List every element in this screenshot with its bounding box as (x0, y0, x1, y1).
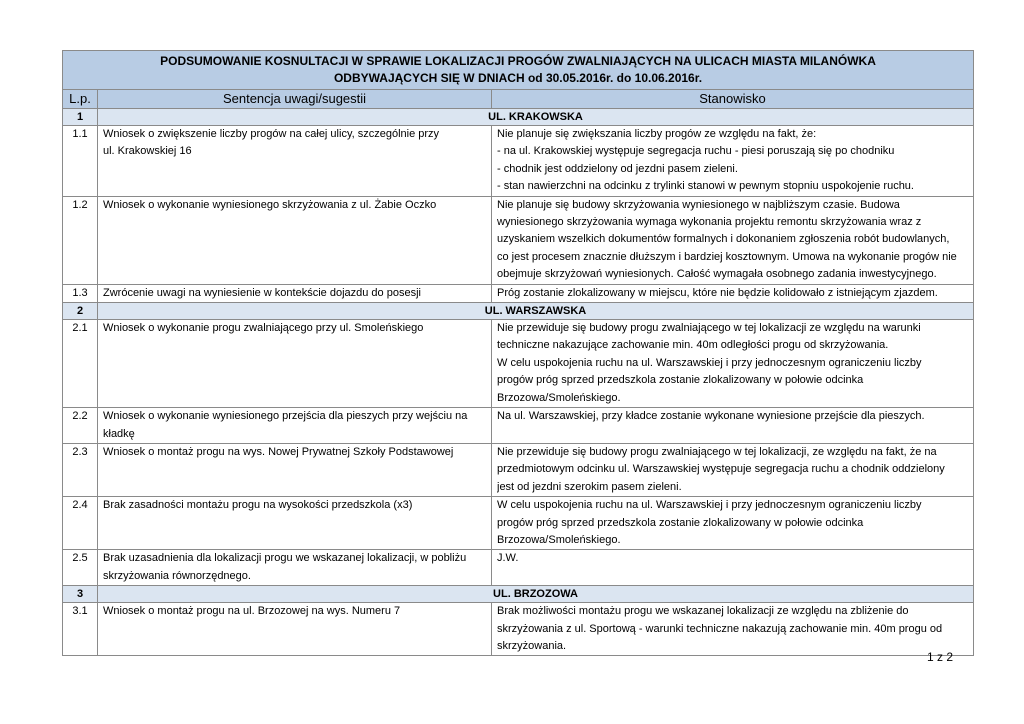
position-line: skrzyżowania. (497, 639, 567, 652)
remark-line: Wniosek o wykonanie wyniesionego przejścia dla pieszych przy wejściu na (103, 410, 468, 423)
remark-line: Wniosek o montaż progu na ul. Brzozowej na wys. Numeru 7 (103, 605, 401, 618)
position-cell (492, 196, 974, 284)
section-street-name: UL. WARSZAWSKA (98, 303, 974, 320)
remark-line: Wniosek o wykonanie progu zwalniającego przy ul. Smoleńskiego (103, 322, 424, 335)
position-line: Nie planuje się budowy skrzyżowania wyniesionego w najbliższym czasie. Budowa (497, 198, 900, 211)
row-number: 1.3 (63, 284, 98, 302)
position-line: Na ul. Warszawskiej, przy kładce zostanie wykonane wyniesione przejście dla pieszych. (497, 410, 925, 423)
position-line: obejmuje skrzyżowań wyniesionych. Całość wymagała osobnego zadania inwestycyjnego. (497, 268, 937, 281)
position-cell (492, 443, 974, 496)
position-line: Nie przewiduje się budowy progu zwalniającego w tej lokalizacji ze względu na warunki (497, 322, 921, 335)
position-line: - stan nawierzchni na odcinku z trylinki stanowi w pewnym stopniu uspokojenie ruchu. (497, 180, 914, 193)
header-lp: L.p. (63, 90, 98, 109)
position-cell (492, 320, 974, 408)
position-line: uzyskaniem wszelkich dokumentów formalnych i dokonaniem zgłoszenia robót budowlanych, (497, 233, 950, 246)
remark-line: Brak zasadności montażu progu na wysokości przedszkola (x3) (103, 499, 413, 512)
page-number: 1 z 2 (927, 650, 954, 664)
remark-line: Brak uzasadnienia dla lokalizacji progu we wskazanej lokalizacji, w pobliżu (103, 552, 467, 565)
position-line: co jest procesem znacznie dłuższym i bardziej kosztownym. Umowa na wykonanie progów nie (497, 250, 957, 263)
position-cell (492, 550, 974, 586)
position-line: Nie przewiduje się budowy progu zwalniającego w tej lokalizacji, ze względu na fakt, że na (497, 445, 937, 458)
section-number: 2 (63, 303, 98, 320)
position-line: progów próg sprzed przedszkola zostanie zlokalizowany w połowie odcinka (497, 374, 864, 387)
position-cell (492, 603, 974, 656)
section-row (63, 586, 974, 603)
row-number: 3.1 (63, 603, 98, 656)
position-line: wyniesionego skrzyżowania wymaga wykonania projektu remontu skrzyżowania wraz z (497, 216, 922, 229)
row-number: 2.1 (63, 320, 98, 408)
table-row (63, 196, 974, 284)
remark-line: skrzyżowania równorzędnego. (103, 569, 251, 582)
remark-cell (98, 126, 492, 197)
position-line: jest od jezdni szerokim pasem zieleni. (497, 480, 682, 493)
remark-cell (98, 196, 492, 284)
position-cell (492, 284, 974, 302)
position-cell (492, 408, 974, 444)
section-row (63, 109, 974, 126)
header-stanowisko: Stanowisko (492, 90, 974, 109)
position-line: Brzozowa/Smoleńskiego. (497, 391, 621, 404)
position-line: przedmiotowym odcinku ul. Warszawskiej występuje segregacja ruchu a chodnik oddzielony (497, 463, 945, 476)
remark-cell (98, 443, 492, 496)
remark-cell (98, 603, 492, 656)
remark-cell (98, 284, 492, 302)
position-line: J.W. (497, 552, 519, 565)
position-line: - chodnik jest oddzielony od jezdni pasem zieleni. (497, 162, 738, 175)
position-cell (492, 126, 974, 197)
remark-line: Wniosek o zwiększenie liczby progów na całej ulicy, szczególnie przy (103, 128, 440, 140)
section-number: 1 (63, 109, 98, 126)
section-number: 3 (63, 586, 98, 603)
position-line: progów próg sprzed przedszkola zostanie zlokalizowany w połowie odcinka (497, 516, 864, 529)
remark-cell (98, 408, 492, 444)
position-line: Brak możliwości montażu progu we wskazanej lokalizacji ze względu na zbliżenie do (497, 605, 909, 618)
remark-cell (98, 320, 492, 408)
position-line: W celu uspokojenia ruchu na ul. Warszawskiej i przy jednoczesnym ograniczeniu liczby (497, 356, 922, 369)
row-number: 1.2 (63, 196, 98, 284)
table-row (63, 284, 974, 302)
position-line: - na ul. Krakowskiej występuje segregacja ruchu - piesi poruszają się po chodniku (497, 145, 895, 158)
header-sentencja: Sentencja uwagi/sugestii (98, 90, 492, 109)
position-line: Brzozowa/Smoleńskiego. (497, 533, 621, 546)
table-row (63, 603, 974, 656)
remark-cell (98, 497, 492, 550)
table-row (63, 550, 974, 586)
row-number: 1.1 (63, 126, 98, 197)
position-line: Próg zostanie zlokalizowany w miejscu, które nie będzie kolidowało z istniejącym zjazdem. (497, 286, 938, 299)
section-street-name: UL. KRAKOWSKA (98, 109, 974, 126)
row-number: 2.2 (63, 408, 98, 444)
section-row (63, 303, 974, 320)
row-number: 2.4 (63, 497, 98, 550)
table-row (63, 126, 974, 197)
table-row (63, 497, 974, 550)
position-line: techniczne nakazujące zachowanie min. 40m odległości progu od skrzyżowania. (497, 339, 889, 352)
position-line: Nie planuje się zwiększania liczby progów ze względu na fakt, że: (497, 128, 817, 140)
title-line-1: PODSUMOWANIE KOSNULTACJI W SPRAWIE LOKALIZACJI PROGÓW ZWALNIAJĄCYCH NA ULICACH MIASTA MILANÓWKA (160, 53, 876, 68)
table-row (63, 320, 974, 408)
position-cell (492, 497, 974, 550)
remark-cell (98, 550, 492, 586)
position-line: W celu uspokojenia ruchu na ul. Warszawskiej i przy jednoczesnym ograniczeniu liczby (497, 499, 922, 512)
consultation-table (62, 50, 974, 656)
remark-line: Zwrócenie uwagi na wyniesienie w kontekście dojazdu do posesji (103, 286, 421, 299)
remark-line: Wniosek o montaż progu na wys. Nowej Prywatnej Szkoły Podstawowej (103, 445, 454, 458)
row-number: 2.3 (63, 443, 98, 496)
remark-line: Wniosek o wykonanie wyniesionego skrzyżowania z ul. Żabie Oczko (103, 198, 437, 211)
remark-line: ul. Krakowskiej 16 (103, 145, 192, 158)
title-line-2: ODBYWAJĄCYCH SIĘ W DNIACH od 30.05.2016r. do 10.06.2016r. (333, 71, 703, 85)
table-row (63, 408, 974, 444)
remark-line: kładkę (103, 427, 135, 440)
table-title (63, 51, 974, 90)
row-number: 2.5 (63, 550, 98, 586)
section-street-name: UL. BRZOZOWA (98, 586, 974, 603)
table-row (63, 443, 974, 496)
position-line: skrzyżowania z ul. Sportową - warunki techniczne nakazują zachowanie min. 40m progu od (497, 622, 943, 635)
